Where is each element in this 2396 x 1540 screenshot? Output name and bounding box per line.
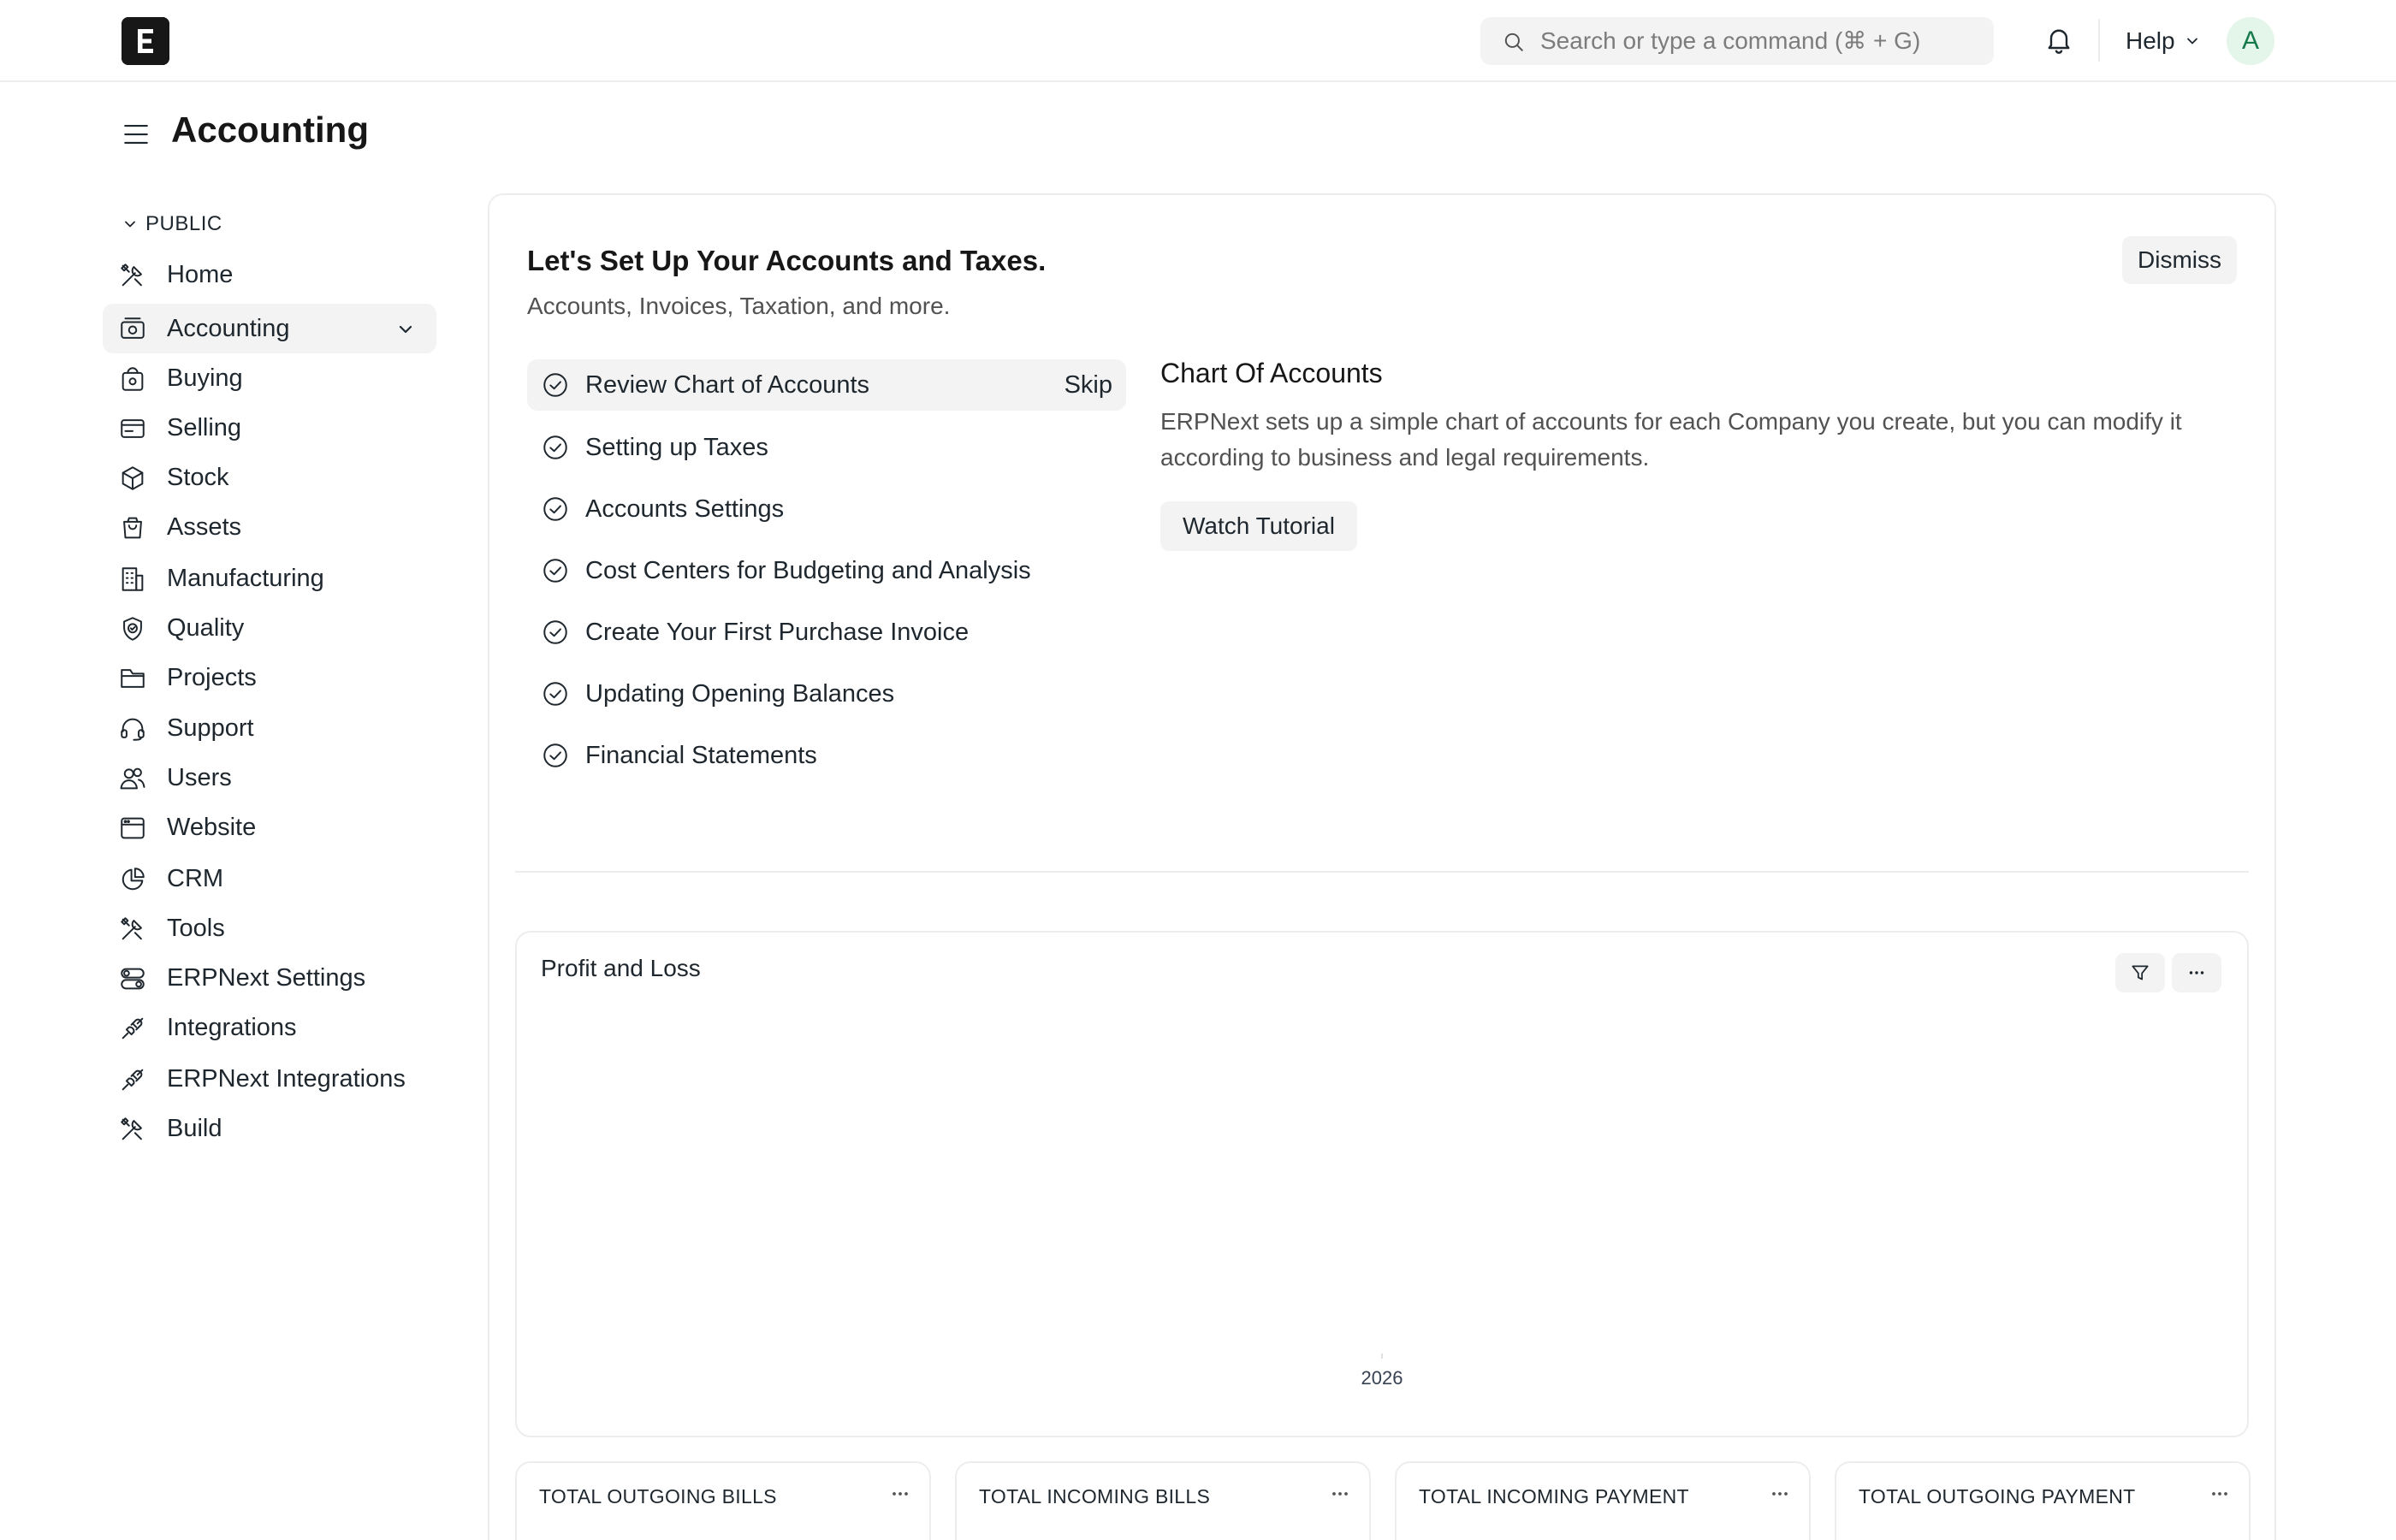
sidebar-item-label: Buying [167,364,243,392]
sidebar-item-home[interactable] [103,250,436,299]
buying-icon [118,364,147,394]
check-circle-icon [541,370,570,400]
sidebar-item-label: Manufacturing [167,565,324,592]
assets-icon [118,513,147,542]
help-dropdown[interactable] [2126,24,2201,58]
tools-icon [118,1115,147,1144]
sidebar-item-label: Selling [167,414,242,441]
sidebar-item-build[interactable] [103,1104,436,1153]
onboarding-step[interactable] [527,483,1126,535]
sidebar-item-label: Accounting [167,315,290,342]
more-dots-icon [2185,962,2208,984]
quality-icon [118,614,147,643]
number-card [1395,1461,1811,1540]
notification-bell-icon[interactable] [2043,24,2074,56]
sidebar-item-erpnext-settings[interactable] [103,953,436,1003]
sidebar-toggle-icon[interactable] [122,120,151,149]
skip-step-button[interactable]: Skip [1064,371,1112,399]
onboarding-step-label: Cost Centers for Budgeting and Analysis [585,557,1031,584]
onboarding-step-label: Review Chart of Accounts [585,371,870,399]
erpnext-logo-icon[interactable] [122,17,169,65]
sidebar-item-manufacturing[interactable] [103,554,436,603]
settings-toggle-icon [118,964,147,993]
sidebar-item-label: ERPNext Integrations [167,1065,406,1093]
sidebar-item-label: Build [167,1115,222,1142]
onboarding-step-label: Financial Statements [585,742,817,769]
sidebar-item-users[interactable] [103,753,436,803]
sidebar-section-public[interactable] [122,212,222,236]
tools-icon [118,915,147,944]
sidebar-item-projects[interactable] [103,653,436,702]
chevron-down-icon[interactable] [395,319,416,340]
onboarding-step[interactable] [527,545,1126,596]
number-card [955,1461,1371,1540]
tools-icon [118,261,147,290]
step-detail-description: ERPNext sets up a simple chart of accounts for each Company you create, but you can modify it according to business and legal requirements. [1160,408,2182,471]
sidebar-item-assets[interactable] [103,502,436,552]
accounting-icon [118,315,147,344]
more-dots-icon[interactable] [2208,1482,2232,1506]
onboarding-step-label: Updating Opening Balances [585,680,895,708]
sidebar-item-label: Users [167,764,232,791]
check-circle-icon [541,556,570,585]
onboarding-step[interactable] [527,607,1126,658]
number-card [1835,1461,2251,1540]
number-card-label: TOTAL OUTGOING BILLS [539,1485,777,1507]
chevron-down-icon [122,216,139,233]
page-title: Accounting [171,110,369,150]
sidebar-item-buying[interactable] [103,353,436,403]
check-circle-icon [541,433,570,462]
sidebar-item-label: Stock [167,464,229,491]
number-card-label: TOTAL INCOMING PAYMENT [1419,1485,1689,1507]
onboarding-step[interactable] [527,422,1126,473]
onboarding-step[interactable] [527,359,1126,411]
stock-icon [118,464,147,493]
watch-tutorial-button[interactable]: Watch Tutorial [1160,501,1357,551]
user-avatar[interactable]: A [2227,17,2274,65]
website-icon [118,814,147,843]
help-label: Help [2126,27,2175,54]
sidebar-item-tools[interactable] [103,903,436,953]
sidebar-item-label: Support [167,714,254,742]
sidebar-item-support[interactable] [103,703,436,753]
users-icon [118,764,147,793]
sidebar-item-crm[interactable] [103,854,436,903]
filter-icon [2129,962,2151,984]
onboarding-subtitle: Accounts, Invoices, Taxation, and more. [527,293,951,319]
dismiss-button[interactable]: Dismiss [2122,236,2237,284]
sidebar-item-website[interactable] [103,803,436,852]
sidebar-item-label: Home [167,261,234,288]
chart-more-button[interactable] [2172,953,2221,992]
sidebar-item-label: ERPNext Settings [167,964,366,992]
search-icon [1503,31,1525,53]
sidebar-item-erpnext-integrations[interactable] [103,1054,436,1104]
sidebar-item-accounting[interactable] [103,304,436,353]
search-bar[interactable] [1480,17,1994,65]
navbar-divider [2098,19,2100,62]
more-dots-icon[interactable] [1328,1482,1352,1506]
section-divider [515,871,2249,873]
navbar [0,0,2396,82]
check-circle-icon [541,741,570,770]
sidebar-section-label: PUBLIC [145,212,222,235]
onboarding-step[interactable] [527,668,1126,720]
headset-icon [118,714,147,743]
sidebar-item-label: Integrations [167,1014,297,1041]
crm-icon [118,865,147,894]
sidebar-item-label: Projects [167,664,257,691]
chart-title: Profit and Loss [541,955,701,981]
check-circle-icon [541,618,570,647]
step-detail-title: Chart Of Accounts [1160,358,1383,388]
chart-filter-button[interactable] [2115,953,2165,992]
sidebar-item-stock[interactable] [103,453,436,502]
number-card-label: TOTAL INCOMING BILLS [979,1485,1211,1507]
selling-icon [118,414,147,443]
onboarding-title: Let's Set Up Your Accounts and Taxes. [527,245,1047,276]
building-icon [118,565,147,594]
sidebar-item-label: Quality [167,614,245,642]
sidebar-item-label: CRM [167,865,224,892]
onboarding-step-label: Create Your First Purchase Invoice [585,619,970,646]
sidebar-item-selling[interactable] [103,403,436,453]
check-circle-icon [541,679,570,708]
folder-icon [118,664,147,693]
check-circle-icon [541,495,570,524]
sidebar-item-label: Website [167,814,257,841]
sidebar-item-label: Tools [167,915,225,942]
sidebar-item-quality[interactable] [103,603,436,653]
plug-icon [118,1014,147,1043]
more-dots-icon[interactable] [888,1482,912,1506]
chevron-down-icon [2184,33,2201,50]
onboarding-step[interactable] [527,730,1126,781]
search-input[interactable] [1540,17,1977,65]
onboarding-step-label: Setting up Taxes [585,434,768,461]
number-card-label: TOTAL OUTGOING PAYMENT [1859,1485,2136,1507]
number-card [515,1461,931,1540]
sidebar-item-integrations[interactable] [103,1003,436,1052]
onboarding-step-label: Accounts Settings [585,495,785,523]
profit-and-loss-chart [531,1010,2233,1403]
more-dots-icon[interactable] [1768,1482,1792,1506]
plug-icon [118,1065,147,1094]
x-axis-tick-label: 2026 [1361,1367,1403,1389]
sidebar-item-label: Assets [167,513,242,541]
